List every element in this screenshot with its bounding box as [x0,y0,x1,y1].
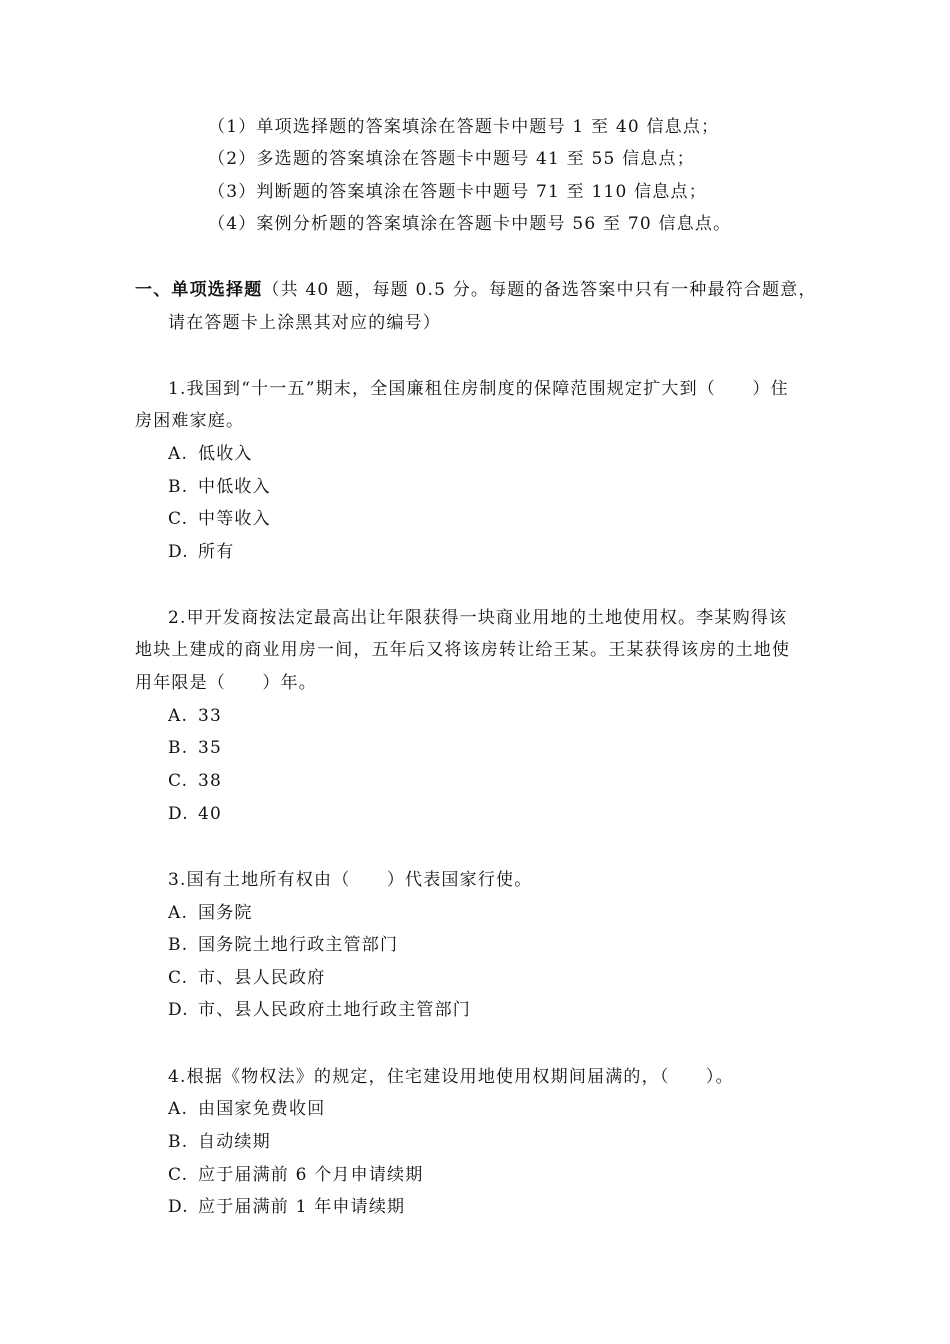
question-3-line-1: 3.国有土地所有权由（ ）代表国家行使。 [168,870,533,890]
question-4-option-b: B. 自动续期 [168,1132,271,1152]
question-2-option-c: C. 38 [168,771,223,791]
question-2-line-1: 2.甲开发商按法定最高出让年限获得一块商业用地的土地使用权。李某购得该 [168,608,788,628]
question-1-option-b: B. 中低收入 [168,477,271,497]
question-4-line-1: 4.根据《物权法》的规定，住宅建设用地使用权期间届满的，（ ）。 [168,1067,734,1087]
question-1-option-c: C. 中等收入 [168,509,271,529]
question-2-line-2: 地块上建成的商业用房一间，五年后又将该房转让给王某。王某获得该房的土地使 [135,640,791,660]
instruction-line-1: （1）单项选择题的答案填涂在答题卡中题号 1 至 40 信息点； [208,117,720,137]
section-note-line-2: 请在答题卡上涂黑其对应的编号） [168,313,441,333]
question-3-option-b: B. 国务院土地行政主管部门 [168,935,399,955]
question-4-option-d: D. 应于届满前 1 年申请续期 [168,1197,406,1217]
question-4-option-c: C. 应于届满前 6 个月申请续期 [168,1165,424,1185]
question-1-option-d: D. 所有 [168,542,235,562]
section-note-line-1: （共 40 题，每题 0.5 分。每题的备选答案中只有一种最符合题意， [262,280,817,300]
question-2-option-a: A. 33 [168,706,223,726]
section-title: 一、单项选择题 [135,280,263,300]
question-1-option-a: A. 低收入 [168,444,253,464]
question-2-option-b: B. 35 [168,738,223,758]
question-2-option-d: D. 40 [168,804,223,824]
section-heading [135,278,817,302]
instruction-line-4: （4）案例分析题的答案填涂在答题卡中题号 56 至 70 信息点。 [208,214,732,234]
question-1-line-1: 1.我国到“十一五”期末，全国廉租住房制度的保障范围规定扩大到（ ）住 [168,379,789,399]
instruction-line-2: （2）多选题的答案填涂在答题卡中题号 41 至 55 信息点； [208,149,695,169]
question-3-option-d: D. 市、县人民政府土地行政主管部门 [168,1000,471,1020]
question-4-option-a: A. 由国家免费收回 [168,1099,326,1119]
question-1-line-2: 房困难家庭。 [135,411,245,431]
question-2-line-3: 用年限是（ ）年。 [135,673,317,693]
question-3-option-a: A. 国务院 [168,903,253,923]
instruction-line-3: （3）判断题的答案填涂在答题卡中题号 71 至 110 信息点； [208,182,707,202]
question-3-option-c: C. 市、县人民政府 [168,968,326,988]
